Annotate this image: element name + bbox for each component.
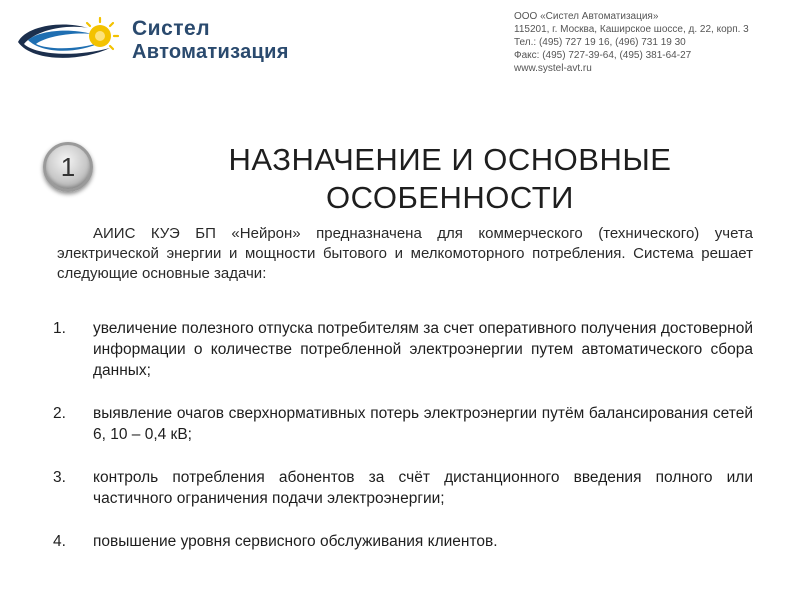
list-item: [53, 467, 753, 509]
list-item-text: увеличение полезного отпуска потребителям за счет оперативного получения достоверной информации о количестве потребленной электроэнергии путем автоматического сбора данных;: [93, 320, 753, 379]
section-number: 1: [60, 151, 76, 182]
page-title: [200, 141, 700, 217]
list-item-text: повышение уровня сервисного обслуживания клиентов.: [93, 533, 498, 550]
company-phone: Тел.: (495) 727 19 16, (496) 731 19 30: [514, 37, 686, 48]
company-name: ООО «Систел Автоматизация»: [514, 11, 659, 22]
logo-text: [132, 18, 289, 62]
logo-name-line1: Систел: [132, 17, 211, 40]
section-number-badge: [43, 142, 93, 192]
company-address: 115201, г. Москва, Каширское шоссе, д. 22, корп. 3: [514, 24, 749, 35]
list-item-number: 4.: [53, 533, 66, 550]
list-item: [53, 403, 753, 445]
list-item-number: 2.: [53, 405, 66, 422]
task-list: [53, 318, 753, 574]
logo-emblem-icon: [14, 12, 126, 70]
list-item-number: 1.: [53, 320, 66, 337]
company-contact-info: [514, 10, 794, 75]
page-title-line2: ОСОБЕННОСТИ: [326, 180, 574, 215]
list-item-number: 3.: [53, 469, 66, 486]
list-item: [53, 318, 753, 381]
list-item-text: выявление очагов сверхнормативных потерь электроэнергии путём балансирования сетей 6, 10 – 0,4 кВ;: [93, 405, 753, 443]
page-title-line1: НАЗНАЧЕНИЕ И ОСНОВНЫЕ: [228, 142, 672, 177]
list-item: [53, 531, 753, 552]
company-logo: [14, 12, 289, 70]
company-website: www.systel-avt.ru: [514, 63, 592, 74]
logo-name-line2: Автоматизация: [132, 41, 289, 63]
intro-paragraph: АИИС КУЭ БП «Нейрон» предназначена для коммерческого (технического) учета электрической энергии и мощности бытового и мелкомоторного потребления. Система решает следующие основные задачи:: [57, 225, 753, 282]
list-item-text: контроль потребления абонентов за счёт дистанционного введения полного или частичного ограничения подачи электроэнергии;: [93, 469, 753, 507]
company-fax: Факс: (495) 727-39-64, (495) 381-64-27: [514, 50, 692, 61]
